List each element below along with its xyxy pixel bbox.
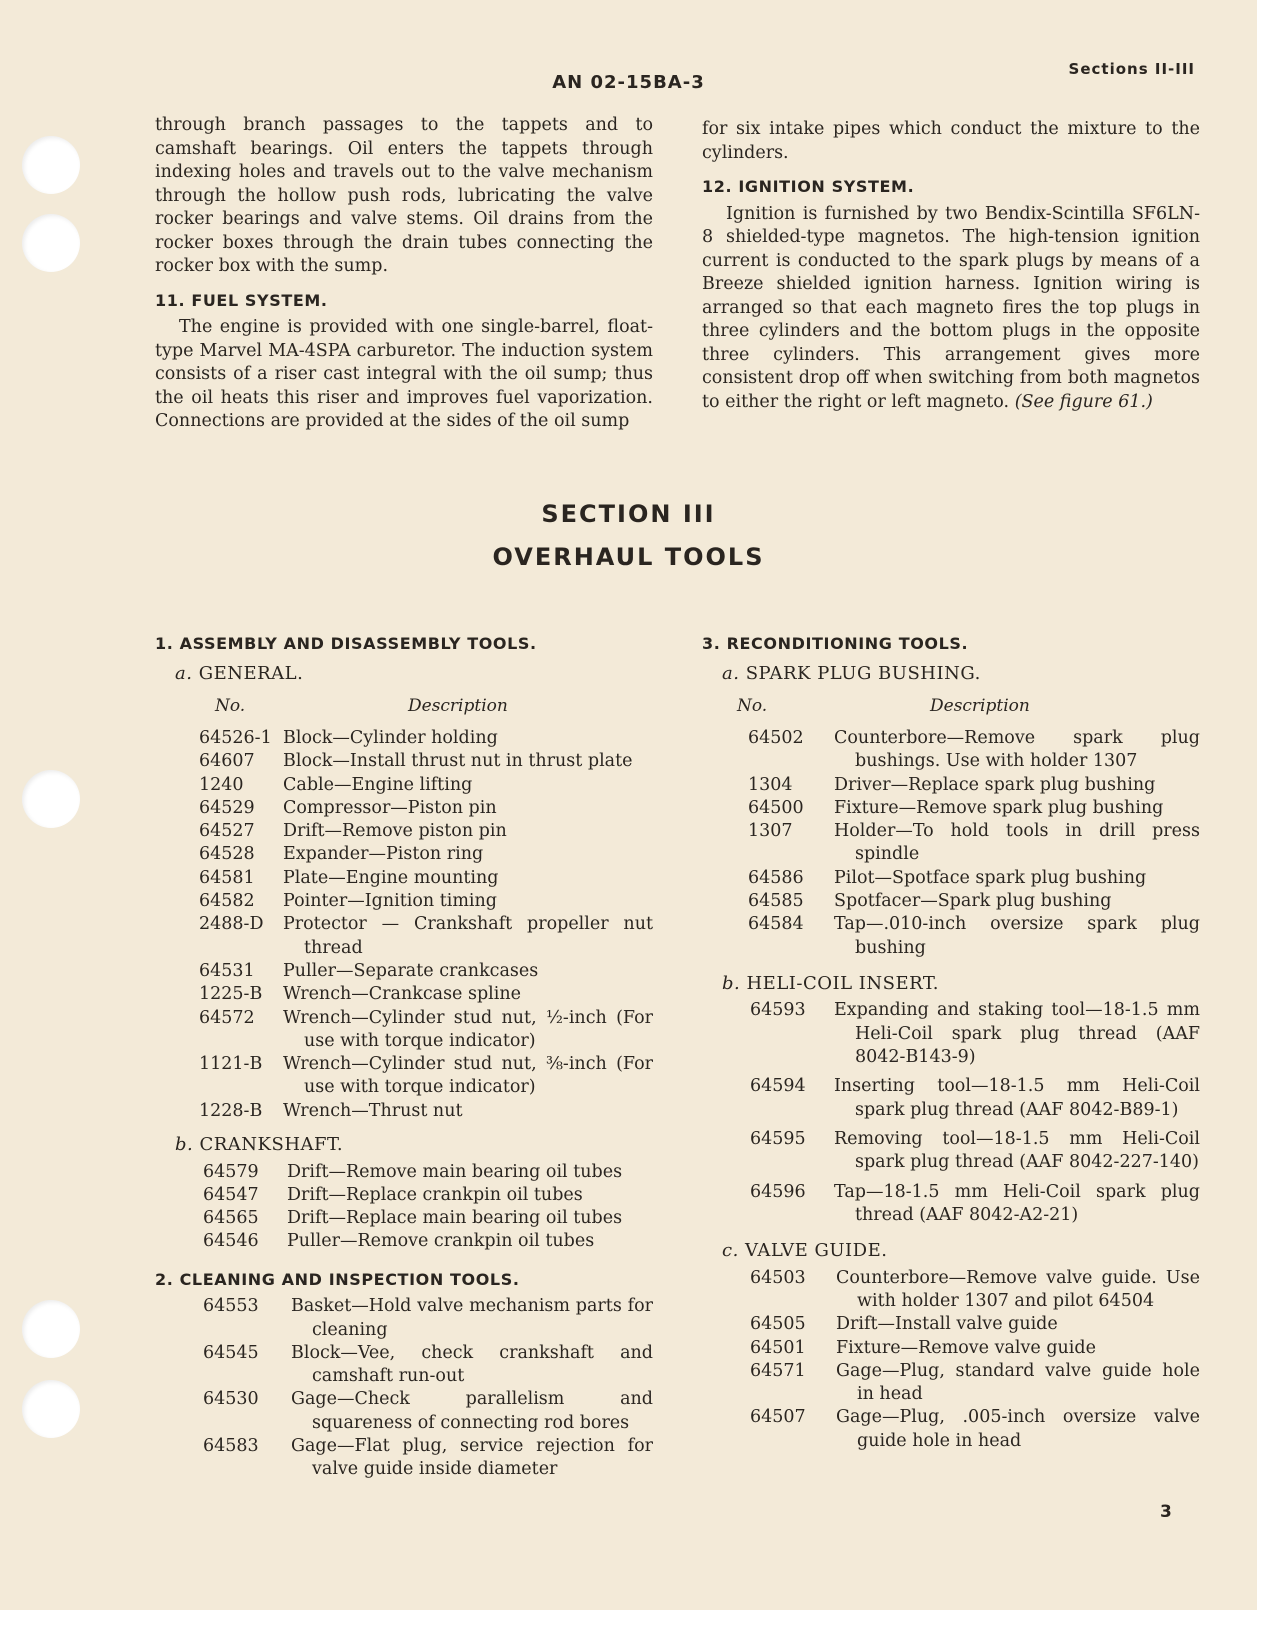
ignition-text: Ignition is furnished by two Bendix-Scintilla SF6LN-8 shielded-type magnetos. The high-tension ignition current is conducted to the spark plugs by means of a Breeze shielded ignition harness. Ignition wiring is arranged so that each magneto fires the top plugs in three cylinders and the bottom plugs in the opposite three cylinders. This arrangement gives more consistent drop off when switching from both magnetos to either the right or left magneto. (702, 203, 1200, 412)
fuel-system-text: The engine is provided with one single-barrel, float-type Marvel MA-4SPA carburetor. The induction system consists of a riser cast integral with the oil sump; thus the oil heats this riser and improves fuel vaporization. Connections are provided at the sides of the oil sump (155, 317, 653, 431)
ignition-system-text (702, 203, 1200, 415)
page-number: 3 (1160, 1502, 1172, 1522)
subsection-crankshaft (175, 1133, 653, 1157)
tool-number: 64565 (203, 1208, 259, 1229)
crankshaft-tool-list (155, 1161, 653, 1254)
tool-number: 64527 (199, 821, 255, 842)
tool-row (155, 1207, 653, 1230)
tool-number: 64572 (199, 1007, 255, 1028)
subsection-heli-coil (722, 972, 1200, 996)
heli-coil-tool-list (702, 999, 1200, 1227)
document-number: AN 02-15BA-3 (552, 72, 705, 93)
tool-description: Tap—.010-inch oversize spark plug bushing (834, 914, 1200, 958)
tool-description: Driver—Replace spark plug bushing (834, 774, 1156, 795)
tool-description: Protector — Crankshaft propeller nut thread (283, 914, 653, 958)
column-header-no: No. (737, 696, 768, 716)
tool-number: 64593 (750, 1000, 806, 1021)
tool-number: 64586 (748, 867, 804, 888)
tool-number: 1304 (748, 774, 793, 795)
tool-row (155, 727, 653, 750)
tool-number: 64501 (750, 1337, 806, 1358)
reconditioning-tools-column (702, 632, 1200, 1453)
tool-row (155, 1295, 653, 1342)
tool-description: Drift—Install valve guide (836, 1314, 1058, 1335)
section-range: Sections II-III (1068, 60, 1195, 78)
tool-description: Fixture—Remove valve guide (836, 1337, 1096, 1358)
tool-row (702, 999, 1200, 1069)
tool-number: 1240 (199, 774, 244, 795)
tool-number: 1121-B (199, 1054, 263, 1075)
column-header-description: Description (930, 696, 1030, 716)
table-header (155, 695, 653, 719)
tool-row (155, 797, 653, 820)
tool-number: 64553 (203, 1296, 259, 1317)
tool-number: 64531 (199, 960, 255, 981)
tool-description: Gage—Plug, .005-inch oversize valve guide hole in head (836, 1407, 1200, 1451)
tool-description: Tap—18-1.5 mm Heli-Coil spark plug thread (AAF 8042-A2-21) (834, 1181, 1200, 1225)
top-right-column (702, 118, 1200, 414)
tool-description: Gage—Check parallelism and squareness of connecting rod bores (291, 1389, 653, 1433)
tool-row (155, 1435, 653, 1482)
tool-number: 64529 (199, 797, 255, 818)
tool-description: Gage—Plug, standard valve guide hole in head (836, 1360, 1200, 1405)
tool-number: 1307 (748, 821, 793, 842)
tool-number: 64579 (203, 1161, 259, 1182)
tool-number: 64584 (748, 914, 804, 935)
tool-row (155, 1053, 653, 1100)
tool-description: Wrench—Cylinder stud nut, ½-inch (For use with torque indicator) (283, 1007, 653, 1051)
tool-description: Wrench—Crankcase spline (283, 984, 521, 1005)
reconditioning-tools-heading: 3. RECONDITIONING TOOLS. (702, 634, 969, 653)
tool-row (155, 750, 653, 773)
tool-description: Puller—Separate crankcases (283, 960, 539, 981)
lubrication-continuation: through branch passages to the tappets and to camshaft bearings. Oil enters the tappets through indexing holes and travels out to the valve mechanism through the hollow push rods, lubricating the valve rocker bearings and valve stems. Oil drains from the rocker boxes through the drain tubes connecting the rocker box with the sump. (155, 115, 653, 276)
subsection-title: HELI-COIL INSERT. (746, 972, 939, 994)
tool-number: 64503 (750, 1267, 806, 1288)
tool-description: Drift—Remove piston pin (283, 821, 507, 842)
tool-number: 64582 (199, 891, 255, 912)
tool-row (155, 1100, 653, 1123)
tool-description: Drift—Replace main bearing oil tubes (287, 1208, 623, 1229)
tool-row (155, 774, 653, 797)
tool-row (155, 1161, 653, 1184)
subsection-spark-plug-bushing (722, 662, 1200, 686)
tool-row (702, 1337, 1200, 1360)
tool-number: 64571 (750, 1360, 806, 1381)
cleaning-tool-list (155, 1295, 653, 1481)
subsection-valve-guide (722, 1239, 1200, 1263)
tool-row (155, 867, 653, 890)
tool-description: Pointer—Ignition timing (283, 891, 497, 912)
tool-number: 2488-D (199, 914, 264, 935)
tool-description: Spotfacer—Spark plug bushing (834, 891, 1112, 912)
fuel-continuation: for six intake pipes which conduct the mixture to the cylinders. (702, 119, 1200, 163)
tool-number: 64526-1 (199, 728, 272, 748)
tool-description: Gage—Flat plug, service rejection for valve guide inside diameter (291, 1436, 653, 1480)
tool-number: 64547 (203, 1184, 259, 1205)
tool-row (702, 867, 1200, 890)
tool-row (155, 960, 653, 983)
tool-description: Cable—Engine lifting (283, 774, 473, 795)
cleaning-tools-heading: 2. CLEANING AND INSPECTION TOOLS. (155, 1269, 520, 1289)
tool-row (155, 983, 653, 1006)
subsection-title: SPARK PLUG BUSHING. (745, 662, 981, 684)
tool-row (702, 1267, 1200, 1314)
tool-row (702, 797, 1200, 820)
column-header-description: Description (408, 696, 508, 716)
tool-number: 64594 (750, 1076, 806, 1097)
tool-row (155, 843, 653, 866)
tool-description: Basket—Hold valve mechanism parts for cleaning (291, 1296, 653, 1340)
tool-number: 64528 (199, 844, 255, 865)
subsection-letter: a. (722, 662, 740, 684)
subsection-title: GENERAL. (198, 662, 304, 684)
tool-description: Pilot—Spotface spark plug bushing (834, 867, 1147, 888)
subsection-letter: c. (722, 1240, 739, 1262)
tool-number: 64545 (203, 1342, 259, 1363)
tool-description: Inserting tool—18-1.5 mm Heli-Coil spark plug thread (AAF 8042-B89-1) (834, 1076, 1200, 1120)
tool-row (155, 1230, 653, 1253)
spark-plug-tool-list (702, 727, 1200, 960)
tool-number: 64530 (203, 1389, 259, 1410)
tool-description: Drift—Remove main bearing oil tubes (287, 1161, 623, 1182)
tool-number: 64595 (750, 1128, 806, 1149)
tool-row (702, 1181, 1200, 1228)
tool-description: Plate—Engine mounting (283, 867, 499, 888)
tool-number: 1225-B (199, 984, 263, 1005)
tool-description: Holder—To hold tools in drill press spindle (834, 821, 1200, 865)
assembly-tools-column (155, 632, 653, 1482)
tool-number: 64585 (748, 891, 804, 912)
punch-hole (22, 214, 80, 272)
punch-hole (22, 1380, 80, 1438)
tool-row (155, 1184, 653, 1207)
tool-row (155, 1007, 653, 1054)
tool-description: Counterbore—Remove spark plug bushings. Use with holder 1307 (834, 728, 1200, 772)
tool-row (702, 890, 1200, 913)
tool-number: 1228-B (199, 1100, 263, 1121)
tool-number: 64507 (750, 1407, 806, 1428)
tool-row (155, 820, 653, 843)
tool-number: 64607 (199, 751, 255, 772)
tool-description: Block—Install thrust nut in thrust plate (283, 751, 633, 772)
punch-hole (22, 136, 80, 194)
tool-description: Puller—Remove crankpin oil tubes (287, 1231, 595, 1252)
tool-description: Fixture—Remove spark plug bushing (834, 797, 1164, 818)
tool-row (702, 1406, 1200, 1453)
subsection-letter: b. (175, 1134, 194, 1156)
tool-row (702, 820, 1200, 867)
subsection-general (175, 662, 653, 686)
tool-row (702, 1075, 1200, 1122)
tool-description: Expander—Piston ring (283, 844, 484, 865)
tool-number: 64500 (748, 797, 804, 818)
tool-row (155, 913, 653, 960)
tool-description: Compressor—Piston pin (283, 797, 497, 818)
section-title: SECTION III (541, 500, 716, 528)
subsection-title: VALVE GUIDE. (745, 1240, 888, 1262)
tool-row (702, 727, 1200, 774)
tool-number: 64583 (203, 1436, 259, 1457)
tool-description: Expanding and staking tool—18-1.5 mm Heli-Coil spark plug thread (AAF 8042-B143-9) (834, 1000, 1200, 1068)
tool-number: 64596 (750, 1181, 806, 1202)
subsection-letter: b. (722, 972, 741, 994)
tool-description: Removing tool—18-1.5 mm Heli-Coil spark plug thread (AAF 8042-227-140) (834, 1128, 1200, 1173)
tool-description: Wrench—Thrust nut (283, 1100, 463, 1121)
tool-number: 64581 (199, 867, 255, 888)
ignition-system-heading: 12. IGNITION SYSTEM. (702, 177, 915, 196)
valve-guide-tool-list (702, 1267, 1200, 1453)
tool-row (155, 1342, 653, 1389)
table-header (702, 695, 1200, 719)
general-tool-list (155, 727, 653, 1123)
column-header-no: No. (215, 696, 246, 716)
tool-description: Counterbore—Remove valve guide. Use with holder 1307 and pilot 64504 (836, 1267, 1200, 1311)
assembly-tools-heading: 1. ASSEMBLY AND DISASSEMBLY TOOLS. (155, 634, 537, 653)
tool-row (155, 890, 653, 913)
tool-row (702, 1360, 1200, 1407)
top-left-column (155, 114, 653, 434)
figure-reference: (See figure 61.) (1014, 391, 1153, 412)
subsection-letter: a. (175, 662, 193, 684)
tool-description: Block—Cylinder holding (283, 728, 498, 748)
fuel-system-heading: 11. FUEL SYSTEM. (155, 290, 328, 310)
tool-row (702, 913, 1200, 960)
punch-hole (22, 770, 80, 828)
tool-number: 64505 (750, 1314, 806, 1335)
tool-row (702, 774, 1200, 797)
section-subtitle: OVERHAUL TOOLS (492, 543, 765, 571)
subsection-title: CRANKSHAFT. (199, 1134, 344, 1156)
tool-number: 64502 (748, 728, 804, 748)
tool-description: Wrench—Cylinder stud nut, ⅜-inch (For use with torque indicator) (283, 1054, 653, 1098)
tool-description: Block—Vee, check crankshaft and camshaft run-out (291, 1342, 653, 1387)
tool-description: Drift—Replace crankpin oil tubes (287, 1184, 583, 1205)
tool-row (702, 1313, 1200, 1336)
punch-hole (22, 1300, 80, 1358)
tool-number: 64546 (203, 1231, 259, 1252)
tool-row (155, 1388, 653, 1435)
tool-row (702, 1128, 1200, 1175)
